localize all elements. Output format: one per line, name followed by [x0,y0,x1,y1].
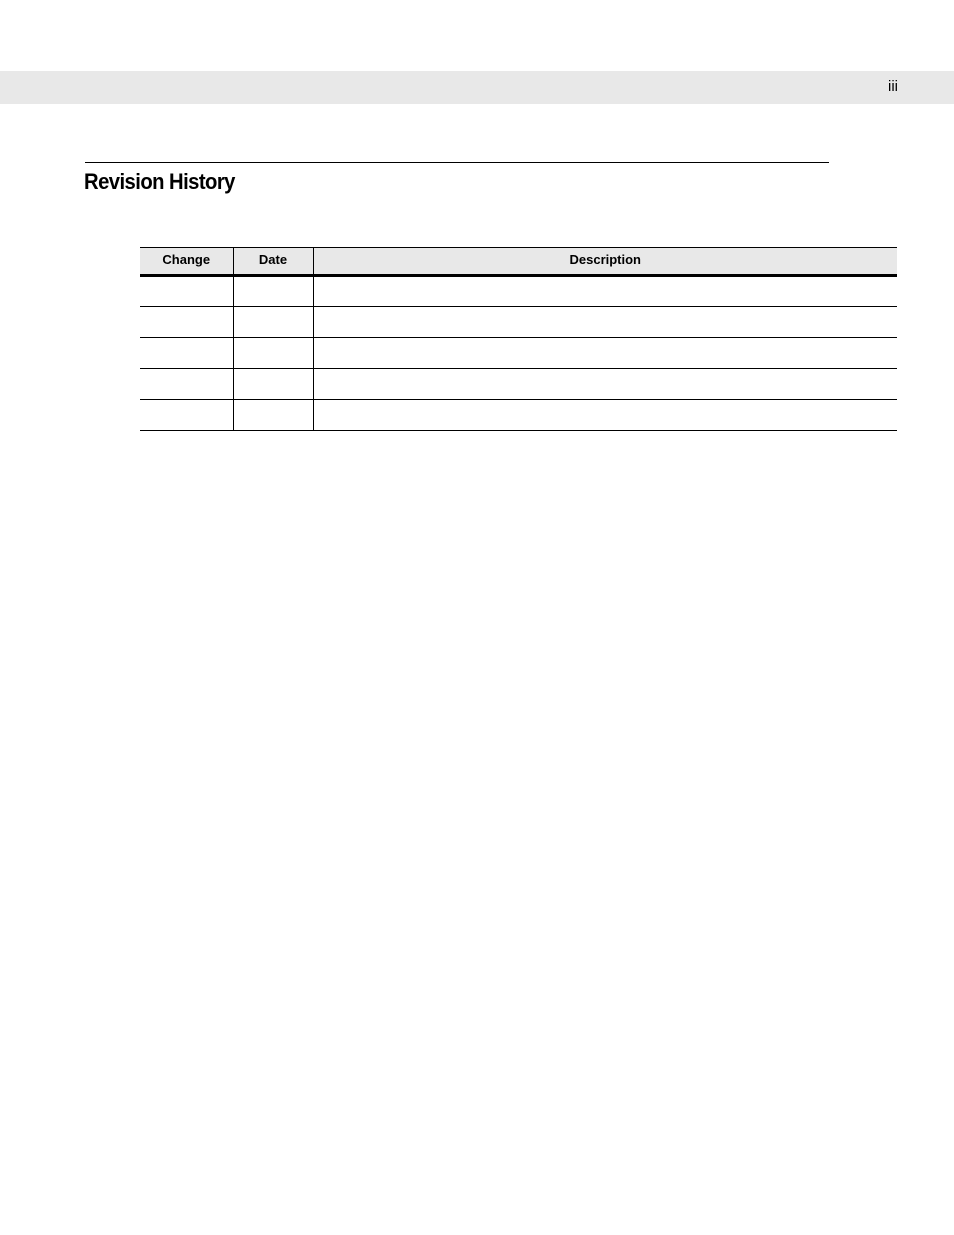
column-header-description: Description [313,248,897,276]
page-header-band [0,71,954,104]
table-header-row [140,248,897,276]
table-row [140,276,897,307]
table-row [140,307,897,338]
cell-change [140,276,233,307]
column-header-change: Change [140,248,233,276]
cell-date [233,276,313,307]
cell-description [313,369,897,400]
cell-change [140,400,233,431]
table-row [140,338,897,369]
cell-date [233,307,313,338]
revision-history-table [140,247,897,431]
title-rule [85,162,829,163]
cell-change [140,307,233,338]
cell-date [233,338,313,369]
cell-description [313,338,897,369]
column-header-date: Date [233,248,313,276]
cell-description [313,400,897,431]
cell-date [233,369,313,400]
cell-description [313,307,897,338]
table-row [140,400,897,431]
page-title: Revision History [84,169,235,194]
cell-date [233,400,313,431]
cell-description [313,276,897,307]
table-row [140,369,897,400]
page-number: iii [888,78,898,95]
cell-change [140,338,233,369]
cell-change [140,369,233,400]
